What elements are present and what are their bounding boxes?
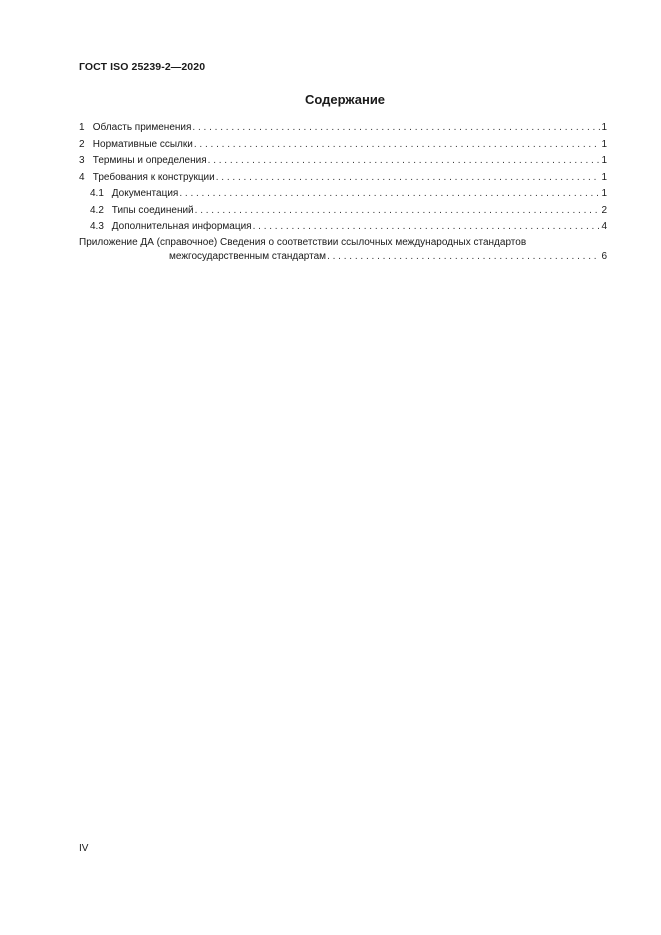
toc-entry-1[interactable] [79,120,607,137]
toc-entry-4[interactable] [79,170,607,187]
toc-entry-label: Термины и определения [92,155,207,166]
table-of-contents [79,120,607,264]
toc-entry-number: 4.1 [90,188,104,199]
toc-entry-3[interactable] [79,153,607,170]
toc-entry-label: Область применения [92,122,192,133]
toc-entry-4-3[interactable] [79,219,607,236]
toc-entry-page: 1 [601,155,607,166]
toc-entry-4-2[interactable] [79,203,607,220]
toc-entry-label: Типы соединений [111,204,194,216]
toc-entry-page: 6 [601,250,607,262]
toc-entry-annex[interactable] [79,236,607,264]
toc-entry-page: 1 [601,138,607,150]
page-number: IV [79,843,89,854]
toc-entry-page: 2 [601,204,607,216]
annex-title-continuation [79,250,607,264]
toc-entry-page: 1 [601,171,607,183]
toc-entry-number: 1 [79,122,85,133]
toc-title: Содержание [304,92,386,107]
toc-leader-dots [216,170,601,187]
toc-entry-number: 4.3 [90,221,104,232]
toc-entry-page: 4 [601,221,607,232]
toc-entry-number: 4 [79,171,85,183]
toc-entry-label: Требования к конструкции [92,171,215,183]
toc-leader-dots [208,153,601,170]
toc-entry-page: 1 [601,122,607,133]
document-header: ГОСТ ISO 25239-2—2020 [79,61,206,73]
toc-entry-number: 3 [79,155,85,166]
toc-entry-label: Дополнительная информация [111,221,252,232]
toc-entry-4-1[interactable] [79,186,607,203]
toc-leader-dots [192,120,600,137]
toc-entry-label: Документация [111,188,179,199]
toc-leader-dots [253,219,601,236]
toc-entry-label: межгосударственным стандартам [169,250,327,262]
toc-leader-dots [179,186,600,203]
toc-entry-page: 1 [601,188,607,199]
toc-leader-dots [327,250,600,264]
toc-entry-label: Нормативные ссылки [92,138,193,150]
toc-leader-dots [195,203,601,220]
toc-leader-dots [194,137,601,154]
toc-entry-2[interactable] [79,137,607,154]
toc-entry-number: 4.2 [90,204,104,216]
annex-title-line: Приложение ДА (справочное) Сведения о соответствии ссылочных международных стандартов [79,236,527,248]
toc-entry-number: 2 [79,138,85,150]
